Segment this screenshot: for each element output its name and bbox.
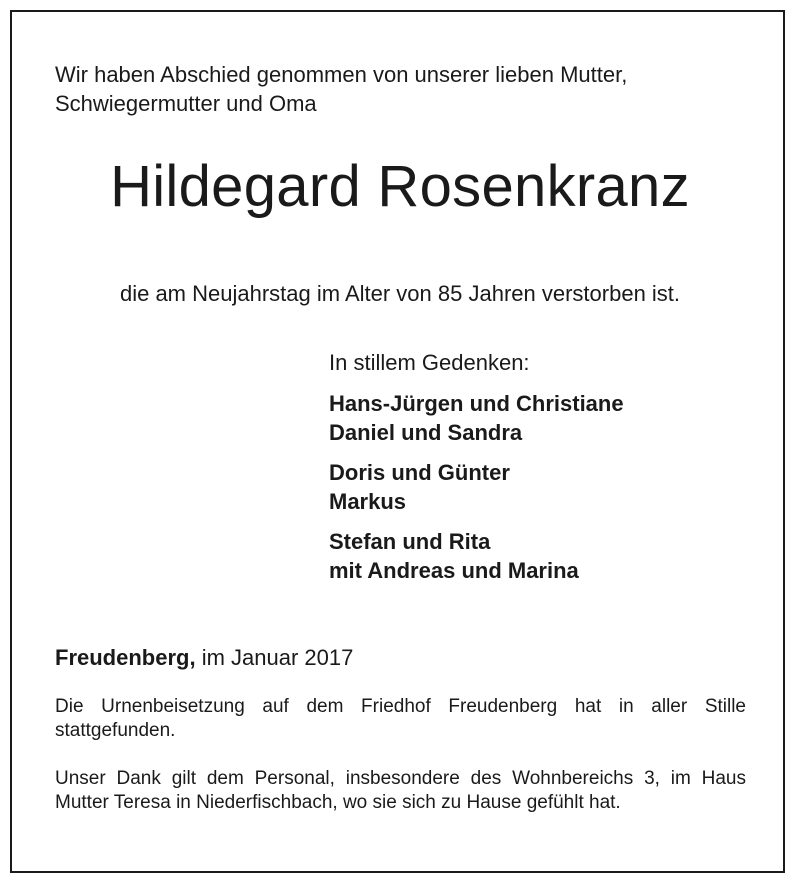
mourner-name: mit Andreas und Marina (329, 558, 579, 583)
mourner-name: Hans-Jürgen und Christiane (329, 391, 624, 416)
burial-note: Die Urnenbeisetzung auf dem Friedhof Freudenberg hat in aller Stille stattgefunden. (55, 696, 746, 741)
mourner-name: Stefan und Rita (329, 529, 491, 554)
memory-heading: In stillem Gedenken: (329, 350, 530, 375)
place-name: Freudenberg, (55, 645, 196, 670)
intro-text (55, 60, 627, 118)
intro-line: Wir haben Abschied genommen von unserer lieben Mutter, (55, 62, 628, 87)
place-date (55, 643, 353, 672)
mourners-block (329, 348, 624, 596)
mourner-name: Markus (329, 489, 407, 514)
intro-line: Schwiegermutter und Oma (55, 91, 317, 116)
death-statement: die am Neujahrstag im Alter von 85 Jahren verstorben ist. (119, 281, 681, 306)
mourner-name: Doris und Günter (329, 460, 510, 485)
deceased-name: Hildegard Rosenkranz (110, 154, 690, 219)
mourner-name: Daniel und Sandra (329, 420, 523, 445)
thanks-note: Unser Dank gilt dem Personal, insbesondere des Wohnbereichs 3, im Haus Mutter Teresa in Niederfischbach, wo sie sich zu Hause gefühlt hat. (55, 768, 746, 813)
notice-date: im Januar 2017 (201, 645, 354, 670)
family-group (329, 389, 624, 447)
family-group (329, 527, 624, 585)
family-group (329, 458, 624, 516)
